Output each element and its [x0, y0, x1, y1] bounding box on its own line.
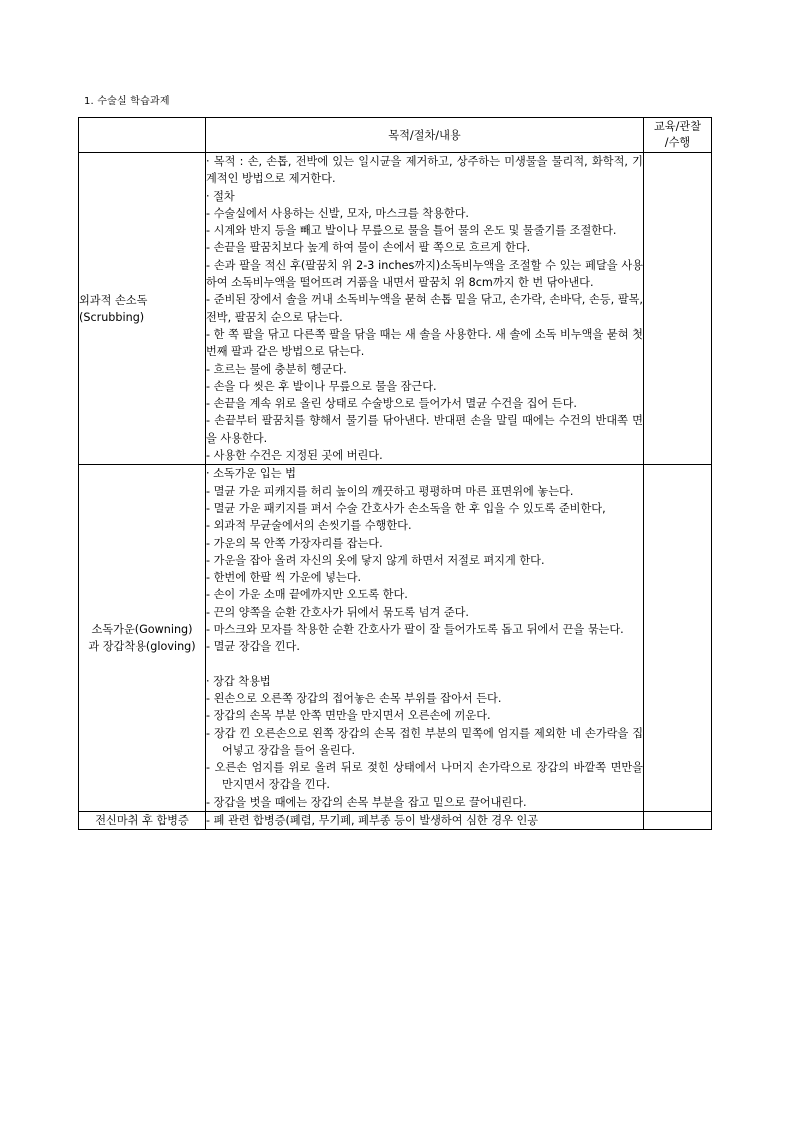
gown-step: - 외과적 무균술에서의 손씻기를 수행한다. — [206, 519, 412, 533]
row-label-line: 전신마취 후 합병증 — [95, 814, 189, 828]
header-row — [79, 118, 712, 153]
content-line: - 한 쪽 팔을 닦고 다른쪽 팔을 닦을 때는 새 솔을 사용한다. 새 솔에 소독 비누액을 묻혀 첫 번째 팔과 같은 방법으로 닦는다. — [206, 327, 643, 359]
row-label-line: 과 장갑착용(gloving) — [88, 640, 196, 654]
header-cell-edu — [644, 118, 712, 153]
gown-step: - 가운을 잡아 올려 자신의 옷에 닿지 않게 하면서 저절로 펴지게 한다. — [206, 553, 545, 567]
gown-step: - 멸균 장갑을 낀다. — [206, 640, 300, 654]
header-edu-line-2: /수행 — [664, 136, 691, 149]
gown-step: - 한번에 한팔 씩 가운에 넣는다. — [206, 571, 362, 585]
gown-step: - 멸균 가운 피캐지를 허리 높이의 깨끗하고 평평하며 마른 표면위에 놓는다. — [206, 484, 574, 498]
header-cell-blank — [79, 118, 206, 153]
table-row-complications — [79, 811, 712, 829]
row-label-line: 소독가운(Gowning) — [91, 623, 193, 637]
row-edu-cell-complications — [644, 811, 712, 829]
content-line: - 준비된 장에서 솔을 꺼내 소독비누액을 묻혀 손톱 밑을 닦고, 손가락, 손바닥, 손등, 팔목, 전박, 팔꿈치 순으로 닦는다. — [206, 293, 643, 324]
content-line: - 폐 관련 합병증(폐렴, 무기폐, 폐부종 등이 발생하여 심한 경우 인공 — [206, 813, 539, 827]
glove-step: - 장갑의 손목 부분 안쪽 면만을 만지면서 오른손에 끼운다. — [206, 709, 491, 723]
content-line: - 수술실에서 사용하는 신발, 모자, 마스크를 착용한다. — [206, 206, 469, 220]
spacer — [206, 656, 643, 673]
header-edu-line-1: 교육/관찰 — [654, 120, 701, 133]
header-cell-content: 목적/절차/내용 — [206, 118, 644, 153]
row-label-line: (Scrubbing) — [79, 310, 145, 324]
row-edu-cell-gowning — [644, 465, 712, 812]
row-content-scrubbing — [206, 153, 644, 465]
content-line: - 흐르는 물에 충분히 헹군다. — [206, 362, 347, 376]
glove-step: - 왼손으로 오른쪽 장갑의 접어놓은 손목 부위를 잡아서 든다. — [206, 691, 502, 705]
section-title: 1. 수술실 학습과제 — [84, 96, 170, 107]
glove-step: - 장갑 낀 오른손으로 왼쪽 장갑의 손목 접힌 부분의 밑쪽에 엄지를 제외한 네 손가락을 집어넣고 장갑을 들어 올린다. — [206, 726, 643, 757]
row-content-gowning — [206, 465, 644, 812]
content-line: - 손을 다 씻은 후 발이나 무릎으로 물을 잠근다. — [206, 379, 437, 393]
content-line: - 시계와 반지 등을 빼고 발이나 무릎으로 물을 틀어 물의 온도 및 물줄기를 조절한다. — [206, 224, 617, 238]
content-line: - 손끝부터 팔꿈치를 향해서 물기를 닦아낸다. 반대편 손을 말릴 때에는 수건의 반대쪽 면을 사용한다. — [206, 414, 643, 445]
content-line: - 손과 팔을 적신 후(팔꿈치 위 2-3 inches까지)소독비누액을 조절할 수 있는 페달을 사용하여 소독비누액을 떨어뜨려 거품을 내면서 팔꿈치 위 8cm까지 한 번 닦아낸다. — [206, 258, 643, 290]
gown-step: - 멸균 가운 패키지를 펴서 수술 간호사가 손소독을 한 후 입을 수 있도록 준비한다, — [206, 501, 606, 515]
row-label-line: 외과적 손소독 — [79, 293, 148, 307]
gown-step: - 가운의 목 안쪽 가장자리를 잡는다. — [206, 536, 383, 550]
table-row-gowning — [79, 465, 712, 812]
content-line: · 목적 : 손, 손톱, 전박에 있는 일시균을 제거하고, 상주하는 미생물을 물리적, 화학적, 기계적인 방법으로 제거한다. — [206, 155, 643, 186]
gown-step: - 마스크와 모자를 착용한 순환 간호사가 팔이 잘 들어가도록 돕고 뒤에서 끈을 묶는다. — [206, 623, 624, 637]
row-label-scrubbing — [79, 153, 206, 465]
row-edu-cell-scrubbing — [644, 153, 712, 465]
glove-step: - 장갑을 벗을 때에는 장갑의 손목 부분을 잡고 밑으로 끌어내린다. — [206, 795, 527, 809]
table-row-scrubbing — [79, 153, 712, 465]
content-line: - 사용한 수건은 지정된 곳에 버린다. — [206, 449, 383, 463]
row-label-complications — [79, 811, 206, 829]
row-label-gowning — [79, 465, 206, 812]
glove-title: · 장갑 착용법 — [206, 674, 271, 688]
content-line: - 손끝을 계속 위로 올린 상태로 수술방으로 들어가서 멸균 수건을 집어 든다. — [206, 397, 577, 411]
content-line: · 절차 — [206, 189, 235, 203]
gown-step: - 끈의 양쪽을 순환 간호사가 뒤에서 묶도록 넘겨 준다. — [206, 605, 469, 619]
content-line: - 손끝을 팔꿈치보다 높게 하여 물이 손에서 팔 쪽으로 흐르게 한다. — [206, 241, 531, 255]
row-content-complications — [206, 811, 644, 829]
learning-task-table — [78, 117, 712, 830]
gown-step: - 손이 가운 소매 끝에까지만 오도록 한다. — [206, 588, 408, 602]
gown-title: · 소독가운 입는 법 — [206, 467, 296, 481]
glove-step: - 오른손 엄지를 위로 올려 뒤로 젖힌 상태에서 나머지 손가락으로 장갑의 바깥쪽 면만을 만지면서 장갑을 낀다. — [206, 761, 643, 792]
